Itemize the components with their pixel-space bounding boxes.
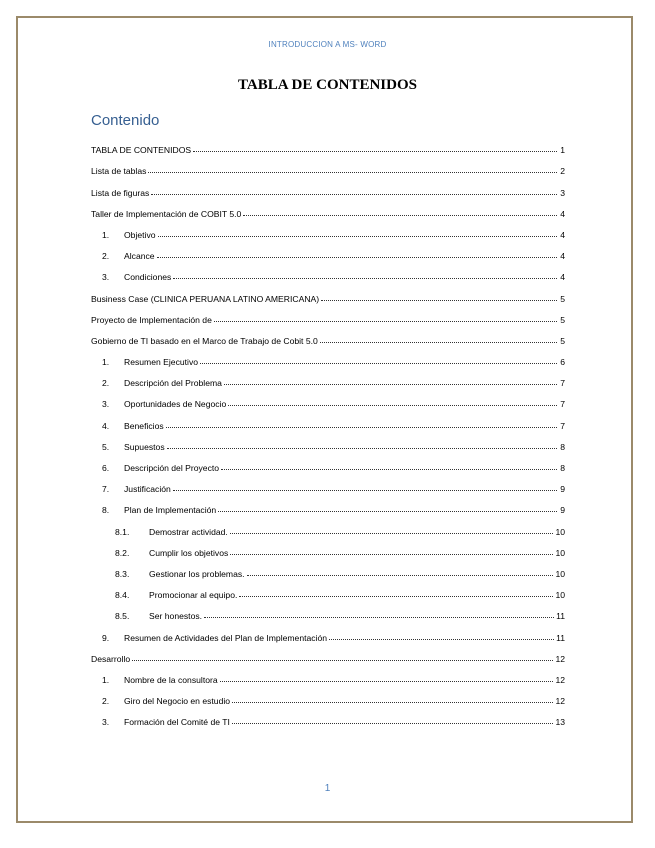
toc-entry-page: 5 — [560, 314, 565, 325]
toc-entry[interactable] — [91, 621, 565, 642]
toc-entry-text: Beneficios — [124, 420, 164, 431]
toc-entry-text: Oportunidades de Negocio — [124, 399, 227, 410]
toc-entry-text: Descripción del Proyecto — [124, 463, 220, 473]
toc-entry-text: Business Case (CLINICA PERUANA LATINO AMERICANA) — [91, 293, 320, 304]
toc-entry[interactable] — [91, 643, 565, 664]
toc-dot-leader — [193, 151, 557, 152]
toc-entry[interactable] — [91, 304, 565, 325]
toc-dot-leader — [320, 342, 557, 343]
toc-entry[interactable] — [91, 473, 565, 494]
toc-dot-leader — [228, 405, 557, 406]
toc-entry-page: 9 — [560, 484, 565, 495]
toc-entry-page: 12 — [555, 653, 565, 664]
toc-entry-page: 5 — [560, 293, 565, 304]
toc-entry[interactable] — [91, 261, 565, 282]
toc-entry-text: Gestionar los problemas. — [149, 568, 245, 579]
toc-entry-text: Resumen Ejecutivo — [124, 357, 199, 368]
table-of-contents — [91, 134, 565, 727]
toc-entry-text: TABLA DE CONTENIDOS — [91, 145, 192, 156]
toc-entry-number: 2. — [102, 696, 110, 707]
toc-entry-number: 8.1. — [115, 526, 130, 537]
toc-entry-text: Promocionar al equipo. — [149, 590, 238, 601]
toc-entry-text: Desarrollo — [91, 653, 131, 664]
toc-entry-number: 1. — [102, 229, 110, 240]
toc-entry[interactable] — [91, 537, 565, 558]
toc-entry-page: 11 — [556, 611, 565, 622]
toc-entry[interactable] — [91, 685, 565, 706]
toc-entry[interactable] — [91, 706, 565, 727]
toc-entry-text: Descripción del Problema — [124, 378, 222, 389]
toc-entry-text: Condiciones — [124, 272, 172, 283]
toc-entry-page: 5 — [560, 335, 565, 346]
toc-entry[interactable] — [91, 409, 565, 430]
toc-entry[interactable] — [91, 282, 565, 303]
toc-dot-leader — [239, 596, 553, 597]
toc-entry-page: 11 — [556, 632, 565, 643]
toc-entry-text: Taller de Implementación de COBIT 5.0 — [91, 208, 242, 219]
toc-entry[interactable] — [91, 367, 565, 388]
toc-entry[interactable] — [91, 600, 565, 621]
toc-entry[interactable] — [91, 346, 565, 367]
toc-entry-page: 1 — [560, 145, 565, 156]
toc-entry-text: Objetivo — [124, 229, 156, 240]
toc-entry[interactable] — [91, 219, 565, 240]
toc-entry-page: 4 — [560, 251, 565, 262]
toc-entry-number: 9. — [102, 632, 110, 643]
toc-dot-leader — [232, 723, 554, 724]
toc-entry-text: Lista de tablas — [91, 166, 147, 177]
toc-dot-leader — [148, 172, 557, 173]
toc-entry-page: 6 — [560, 357, 565, 368]
toc-entry-page: 7 — [560, 420, 565, 431]
toc-entry[interactable] — [91, 494, 565, 515]
toc-entry-number: 3. — [102, 399, 110, 410]
toc-entry-number: 5. — [102, 441, 110, 452]
toc-entry-page: 4 — [560, 229, 565, 240]
toc-entry-number: 1. — [102, 674, 110, 685]
toc-dot-leader — [151, 194, 557, 195]
toc-entry-page: 3 — [560, 187, 565, 198]
toc-entry-number: 8.5. — [115, 611, 130, 622]
toc-entry[interactable] — [91, 558, 565, 579]
toc-entry[interactable] — [91, 515, 565, 536]
toc-entry[interactable] — [91, 198, 565, 219]
toc-entry-page: 9 — [560, 505, 565, 516]
toc-entry-text: Gobierno de TI basado en el Marco de Trabajo de Cobit 5.0 — [91, 335, 318, 346]
toc-entry-text: Alcance — [124, 251, 155, 262]
toc-entry-page: 8 — [560, 441, 565, 452]
toc-entry-page: 7 — [560, 378, 565, 389]
toc-entry-number: 1. — [102, 357, 110, 368]
toc-entry-text: Justificación — [124, 484, 171, 495]
toc-dot-leader — [158, 236, 557, 237]
toc-entry[interactable] — [91, 452, 565, 473]
toc-dot-leader — [224, 384, 557, 385]
toc-entry[interactable] — [91, 388, 565, 409]
toc-entry-text: Ser honestos. — [149, 611, 203, 622]
toc-dot-leader — [157, 257, 557, 258]
page-number: 1 — [324, 783, 331, 794]
toc-entry[interactable] — [91, 579, 565, 600]
toc-entry[interactable] — [91, 176, 565, 197]
toc-heading: Contenido — [91, 112, 160, 129]
toc-entry-page: 10 — [555, 547, 565, 558]
toc-entry[interactable] — [91, 664, 565, 685]
toc-dot-leader — [221, 469, 557, 470]
toc-entry-number: 2. — [102, 251, 110, 262]
toc-entry-page: 13 — [555, 717, 565, 728]
toc-dot-leader — [173, 278, 557, 279]
toc-dot-leader — [173, 490, 557, 491]
toc-entry-text: Formación del Comité de TI — [124, 717, 230, 728]
toc-entry-number: 8.4. — [115, 590, 130, 601]
toc-dot-leader — [329, 639, 554, 640]
toc-dot-leader — [166, 427, 557, 428]
toc-entry-text: Lista de figuras — [91, 187, 150, 198]
toc-entry-page: 4 — [560, 208, 565, 219]
toc-entry-text: Proyecto de Implementación de — [91, 314, 212, 325]
toc-entry-number: 7. — [102, 484, 110, 495]
toc-dot-leader — [243, 215, 557, 216]
page-header: INTRODUCCION A MS- WORD — [268, 40, 387, 49]
toc-dot-leader — [230, 554, 553, 555]
toc-entry-text: Plan de Implementación — [124, 505, 217, 516]
toc-entry-number: 3. — [102, 717, 110, 728]
toc-entry-text: Giro del Negocio en estudio — [124, 696, 231, 707]
toc-entry-page: 4 — [560, 272, 565, 283]
toc-entry-page: 2 — [560, 166, 565, 177]
toc-dot-leader — [214, 321, 557, 322]
toc-entry-text: Nombre de la consultora — [124, 674, 218, 685]
toc-entry-page: 12 — [555, 696, 565, 707]
toc-entry-page: 7 — [560, 399, 565, 410]
toc-entry-text: Supuestos — [124, 441, 165, 452]
toc-dot-leader — [218, 511, 557, 512]
toc-entry-page: 12 — [555, 674, 565, 685]
toc-entry-number: 6. — [102, 463, 110, 473]
toc-entry[interactable] — [91, 325, 565, 346]
toc-dot-leader — [220, 681, 554, 682]
toc-dot-leader — [230, 533, 554, 534]
toc-entry[interactable] — [91, 134, 565, 155]
toc-entry[interactable] — [91, 155, 565, 176]
toc-dot-leader — [167, 448, 557, 449]
document-title: TABLA DE CONTENIDOS — [238, 77, 417, 93]
toc-dot-leader — [321, 300, 557, 301]
toc-entry-number: 4. — [102, 420, 110, 431]
toc-dot-leader — [232, 702, 553, 703]
toc-entry-text: Cumplir los objetivos — [149, 547, 229, 558]
toc-entry[interactable] — [91, 240, 565, 261]
toc-dot-leader — [200, 363, 557, 364]
toc-entry-page: 10 — [555, 590, 565, 601]
toc-entry-number: 8.3. — [115, 568, 130, 579]
toc-dot-leader — [204, 617, 554, 618]
toc-entry-page: 10 — [555, 526, 565, 537]
toc-dot-leader — [247, 575, 554, 576]
toc-entry-number: 3. — [102, 272, 110, 283]
toc-entry-number: 2. — [102, 378, 110, 389]
toc-entry-page: 8 — [560, 463, 565, 473]
toc-entry-text: Demostrar actividad. — [149, 526, 228, 537]
toc-dot-leader — [132, 660, 553, 661]
toc-entry-number: 8.2. — [115, 547, 130, 558]
toc-entry[interactable] — [91, 431, 565, 452]
toc-entry-text: Resumen de Actividades del Plan de Implementación — [124, 632, 328, 643]
toc-entry-number: 8. — [102, 505, 110, 516]
toc-entry-page: 10 — [555, 568, 565, 579]
